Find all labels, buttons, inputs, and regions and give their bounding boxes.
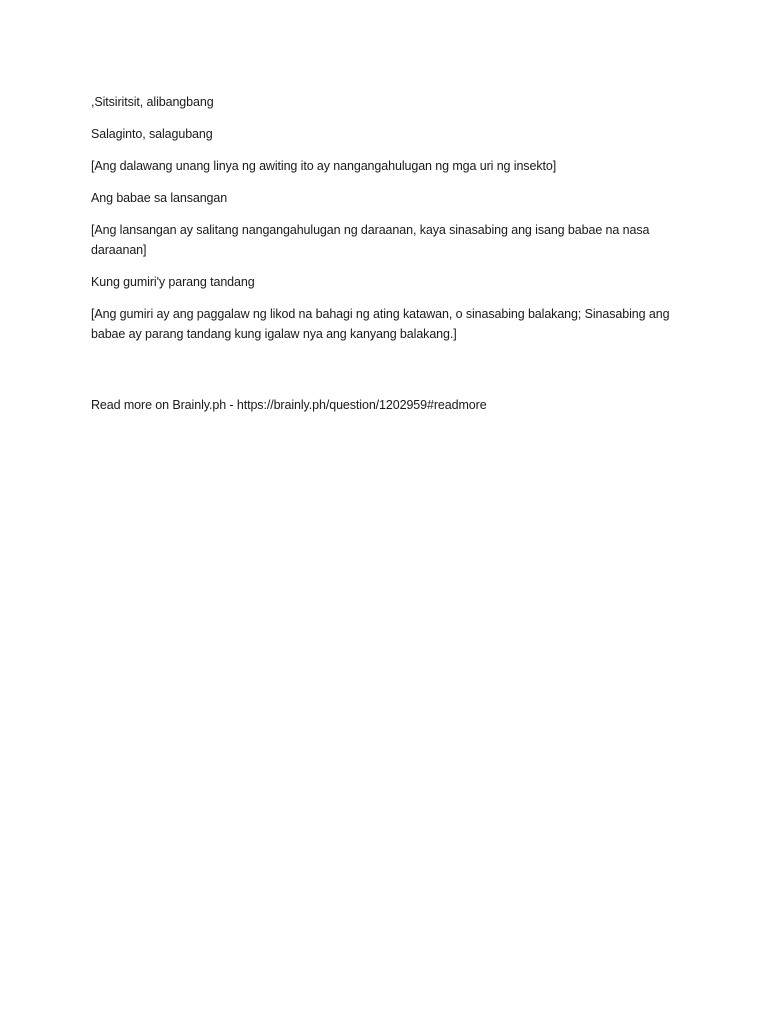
read-more-link[interactable]: Read more on Brainly.ph - https://brainly.ph/question/1202959#readmore [91,398,487,412]
lyric-line-4: Kung gumiri'y parang tandang [91,275,255,289]
lyric-line-3: Ang babae sa lansangan [91,191,228,205]
annotation-1: [Ang dalawang unang linya ng awiting ito ay nangangahulugan ng mga uri ng insekto] [91,159,557,173]
annotation-2: [Ang lansangan ay salitang nangangahulugan ng daraanan, kaya sinasabing ang isang babae na nasa daraanan] [91,223,650,257]
lyric-line-1: ,Sitsiritsit, alibangbang [91,95,214,109]
lyric-line-2: Salaginto, salagubang [91,127,213,141]
document-body [91,92,691,356]
annotation-3: [Ang gumiri ay ang paggalaw ng likod na bahagi ng ating katawan, o sinasabing balakang; Sinasabing ang babae ay parang tandang kung igalaw nya ang kanyang balakang.] [91,307,670,341]
